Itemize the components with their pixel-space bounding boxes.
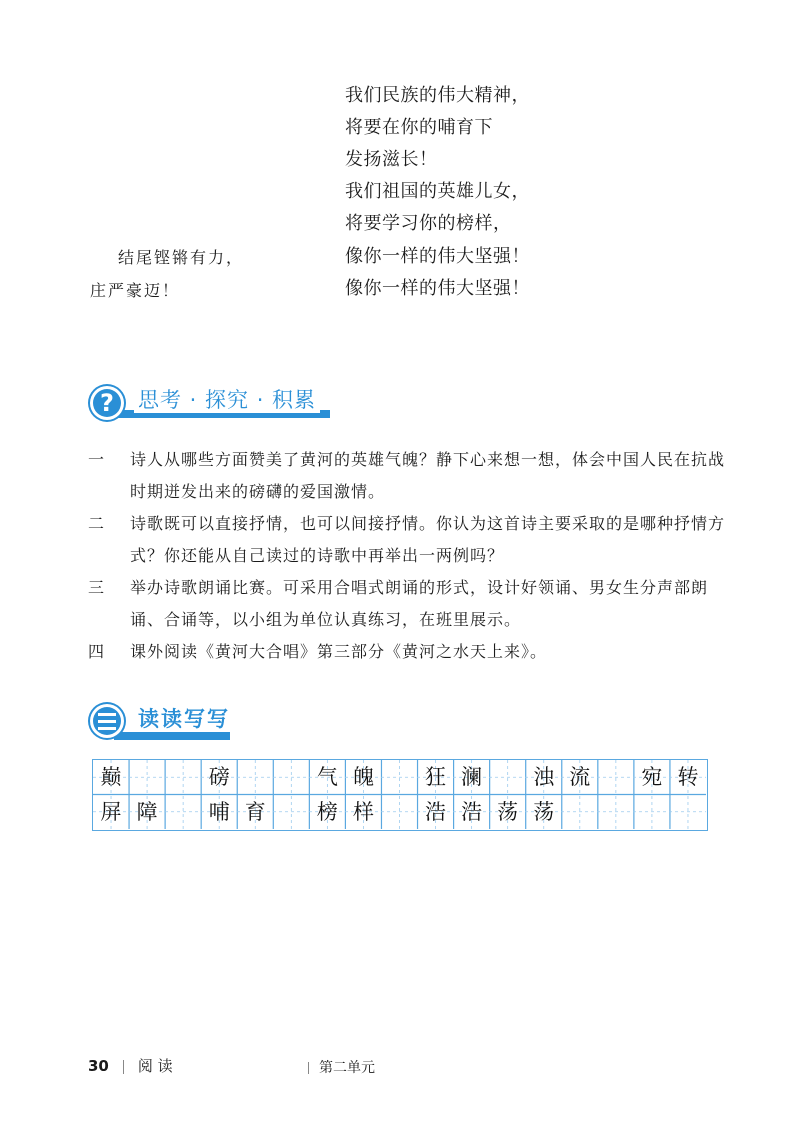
poem-line: 将要在你的哺育下 [345, 117, 493, 138]
side-note-line-1: 结尾铿锵有力， [118, 248, 245, 267]
grid-character: 浩 [425, 799, 447, 824]
grid-character: 样 [352, 799, 374, 824]
writing-grid [92, 759, 708, 831]
book-label: 阅 读 [137, 1057, 173, 1075]
grid-character: 澜 [461, 765, 483, 789]
question-icon: ? [90, 386, 124, 420]
section-header-think [90, 384, 330, 428]
grid-character: 巅 [100, 765, 122, 789]
question-number: 二 [88, 514, 105, 533]
poem-line: 像你一样的伟大坚强！ [345, 246, 530, 267]
question-number: 三 [88, 578, 105, 597]
page-number: 30 [88, 1057, 109, 1075]
grid-character: 磅 [208, 765, 230, 789]
poem-line: 我们民族的伟大精神， [345, 85, 530, 106]
question-item [88, 508, 728, 572]
grid-character: 荡 [497, 799, 519, 824]
grid-character: 浩 [461, 799, 483, 824]
grid-character: 流 [569, 765, 591, 789]
grid-character: 障 [136, 799, 158, 824]
grid-character: 育 [244, 799, 266, 824]
poem-line: 像你一样的伟大坚强！ [345, 278, 530, 299]
poem-line: 将要学习你的榜样， [345, 213, 512, 234]
grid-character: 榜 [316, 799, 338, 824]
side-note-line-2: 庄严豪迈！ [90, 281, 181, 300]
grid-character: 哺 [208, 799, 230, 824]
grid-lines [93, 760, 706, 829]
unit-label: 第二单元 [319, 1060, 375, 1076]
grid-character: 转 [677, 765, 699, 789]
three-lines-icon [90, 704, 124, 738]
grid-character: 气 [316, 765, 338, 789]
question-text: 诗人从哪些方面赞美了黄河的英雄气魄？静下心来想一想，体会中国人民在抗战时期迸发出来的磅礴的爱国激情。 [130, 450, 726, 501]
question-text: 课外阅读《黄河大合唱》第三部分《黄河之水天上来》。 [130, 642, 548, 661]
grid-character: 宛 [641, 765, 663, 789]
question-item [88, 444, 728, 508]
question-text: 举办诗歌朗诵比赛。可采用合唱式朗诵的形式，设计好领诵、男女生分声部朗诵、合诵等，以小组为单位认真练习，在班里展示。 [130, 578, 709, 629]
section-header-read-write [90, 704, 240, 744]
question-number: 四 [88, 642, 105, 661]
grid-character: 屏 [100, 799, 122, 824]
poem-line: 发扬滋长！ [345, 149, 438, 170]
unit-label-wrap [308, 1057, 375, 1077]
question-item [88, 572, 728, 636]
grid-character: 狂 [425, 765, 447, 789]
grid-character: 魄 [352, 765, 374, 789]
grid-character: 荡 [533, 799, 555, 824]
header-underline [114, 732, 230, 740]
question-text: 诗歌既可以直接抒情，也可以间接抒情。你认为这首诗主要采取的是哪种抒情方式？你还能从自己读过的诗歌中再举出一两例吗？ [130, 514, 726, 565]
question-number: 一 [88, 450, 105, 469]
page-footer [88, 1055, 173, 1076]
section-title-think: 思考 · 探究 · 积累 [134, 387, 320, 413]
poem-line: 我们祖国的英雄儿女， [345, 181, 530, 202]
grid-character: 浊 [533, 765, 555, 789]
question-item [88, 636, 728, 668]
section-title-read-write: 读读写写 [134, 706, 234, 732]
